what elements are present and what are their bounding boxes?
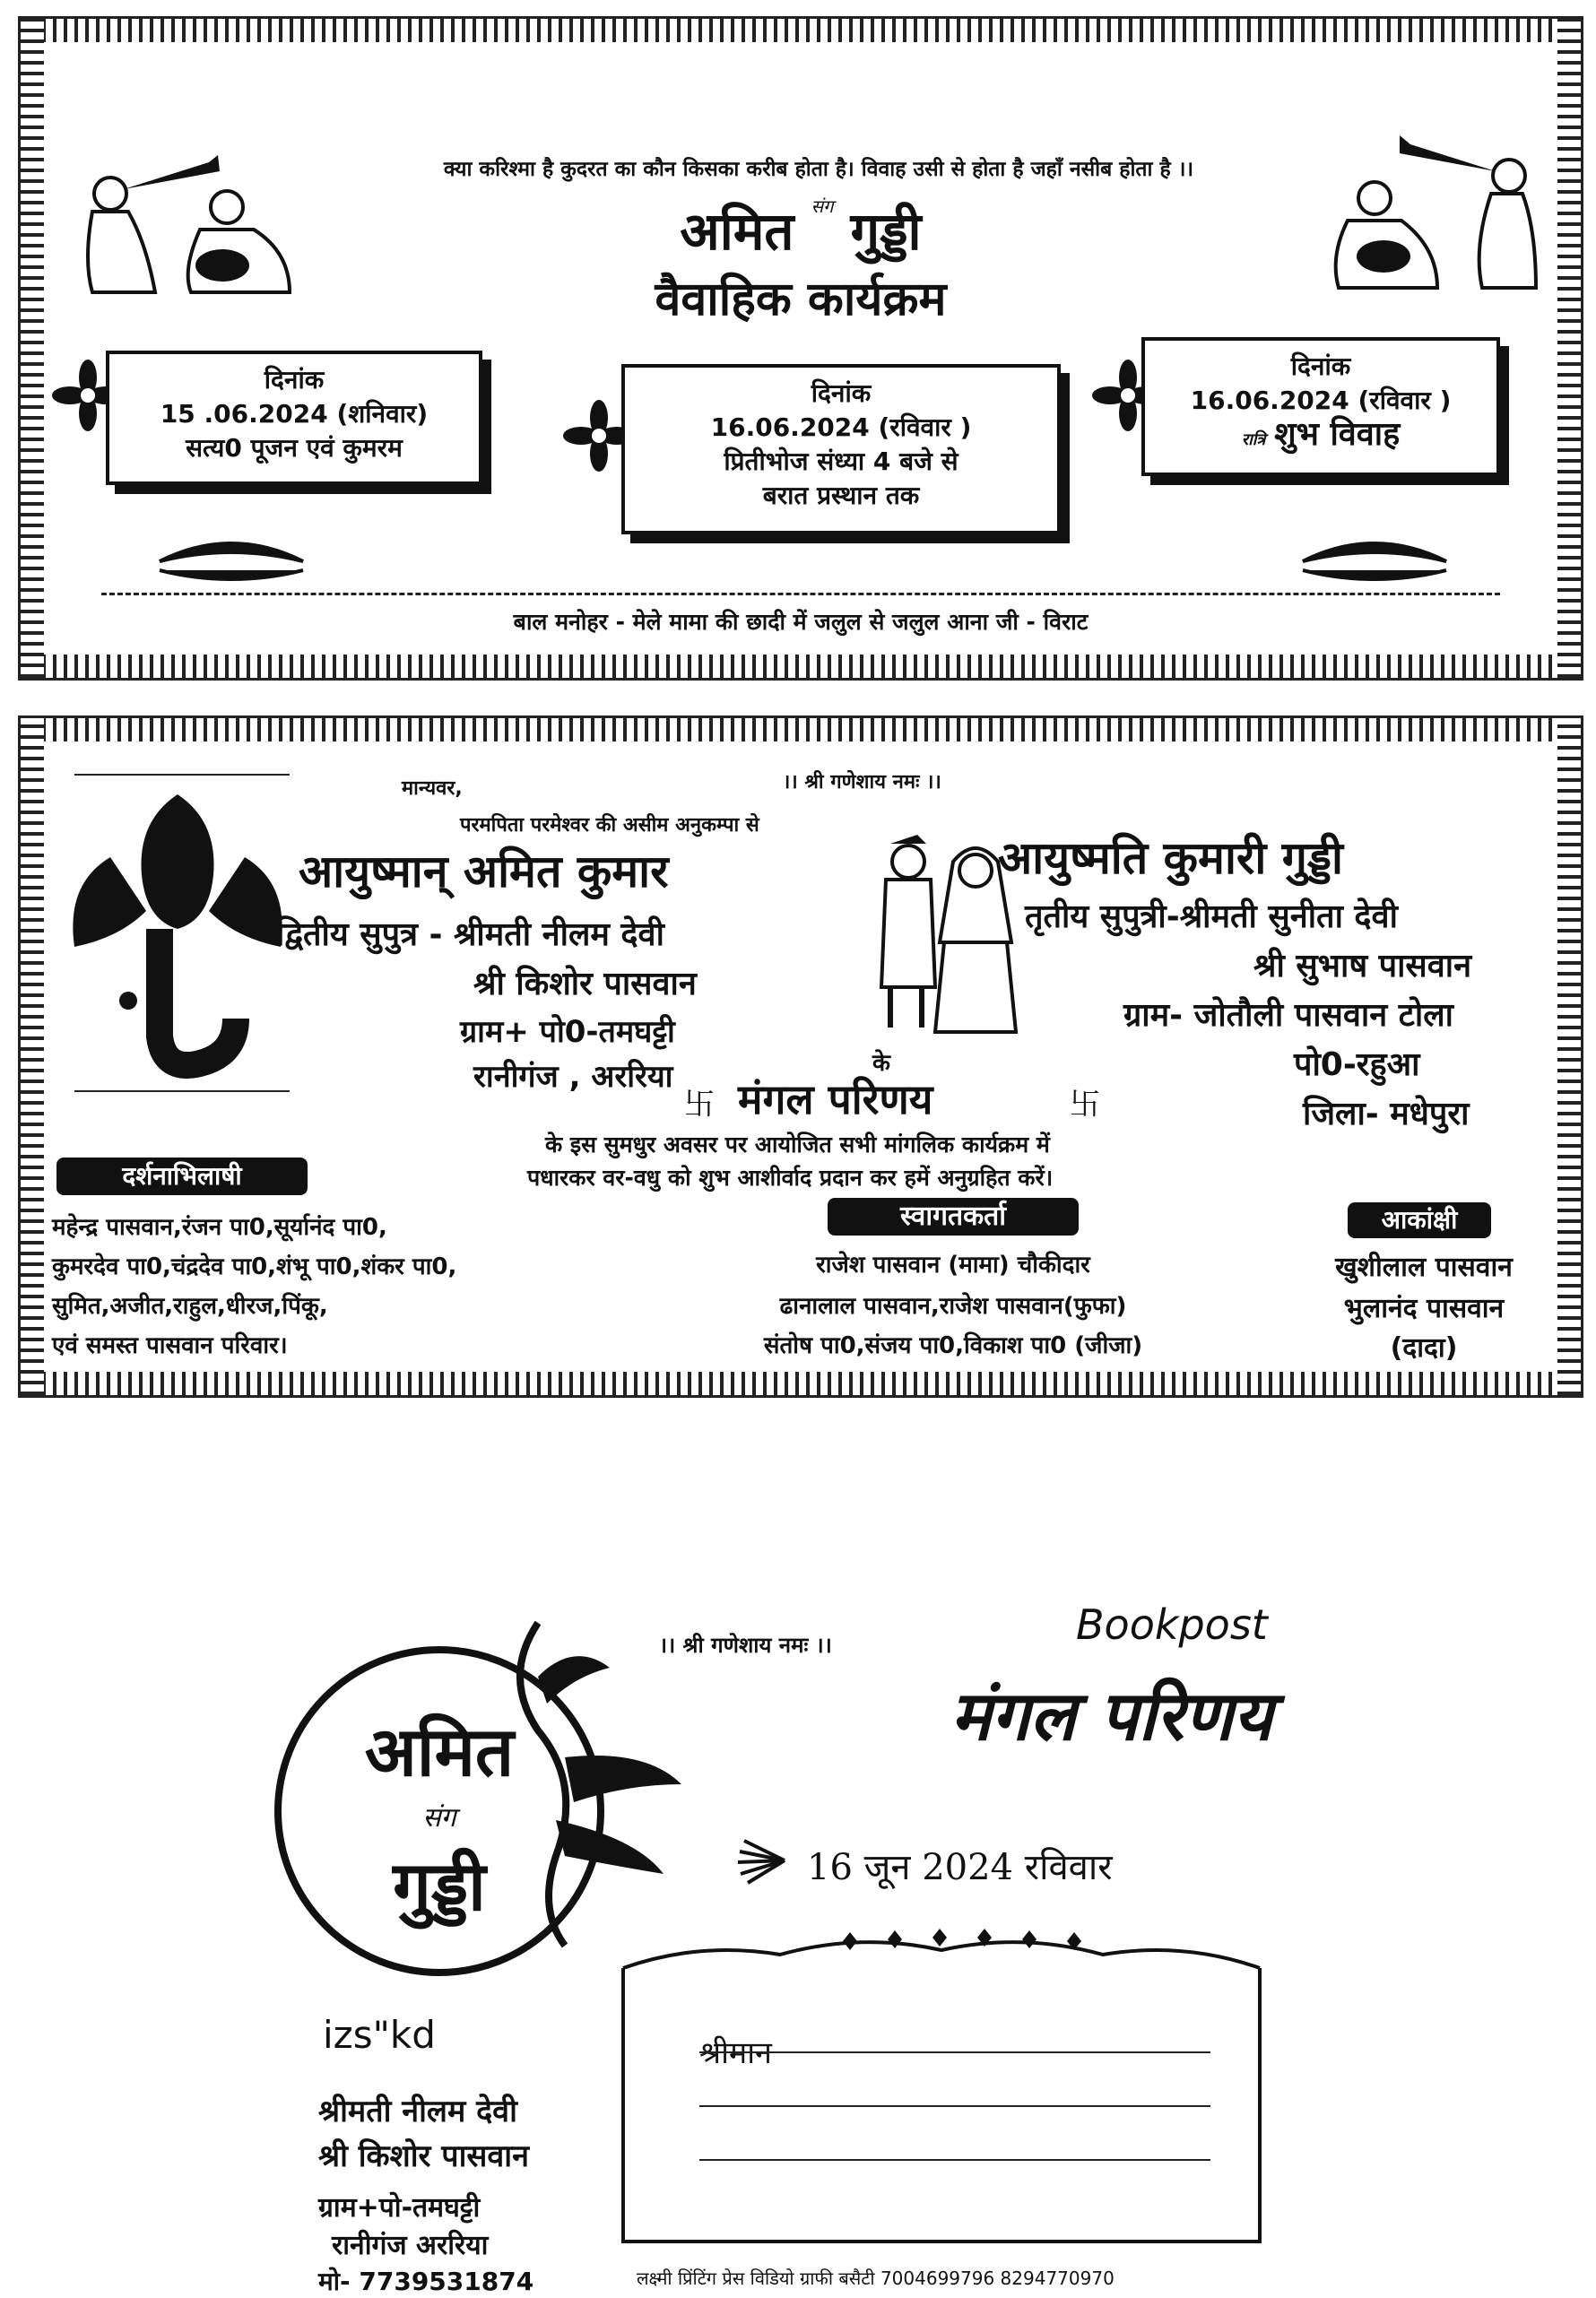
groom-name: अमित	[680, 201, 794, 262]
address-line-input-2[interactable]	[699, 2105, 1210, 2107]
event-3-label: दिनांक	[1290, 351, 1351, 381]
bride-line-5: जिला- मधेपुरा	[1303, 1096, 1470, 1132]
printer-credit: लक्ष्मी प्रिंटिंग प्रेस विडियो ग्राफी बसैटी 7004699796 8294770970	[637, 2268, 1115, 2289]
groom-line-4: रानीगंज , अररिया	[473, 1059, 673, 1095]
bottom-border	[21, 655, 1581, 678]
invite-line-1: के इस सुमधुर अवसर पर आयोजित सभी मांगलिक कार्यक्रम में	[545, 1132, 1050, 1158]
right-border	[1557, 718, 1581, 1395]
swagat-line-1: राजेश पासवान (मामा) चौकीदार	[816, 1252, 1090, 1279]
to-label: श्रीमान	[699, 2035, 772, 2071]
swastik-icon-left: 卐	[684, 1087, 715, 1123]
swastik-icon-right: 卐	[1070, 1087, 1100, 1123]
bride-line-3: ग्राम- जोतौली पासवान टोला	[1123, 997, 1453, 1034]
address-box-frame	[619, 1914, 1264, 2246]
groom-title: आयुष्मान् अमित कुमार	[299, 845, 669, 898]
bride-line-1: तृतीय सुपुत्री-श्रीमती सुनीता देवी	[1025, 898, 1398, 935]
swagat-line-2: ढानालाल पासवान,राजेश पासवान(फुफा)	[779, 1293, 1127, 1320]
address-line-input-1[interactable]	[699, 2051, 1210, 2053]
ganesh-divider-top	[74, 774, 290, 776]
sender-line-1: श्रीमती नीलम देवी	[318, 2094, 517, 2129]
address-line-2: रानीगंज अररिया	[332, 2230, 489, 2261]
groom-line-1: द्वितीय सुपुत्र - श्रीमती नीलम देवी	[276, 916, 664, 953]
sang-label: संग	[811, 195, 834, 217]
ganesh-mantra: ।। श्री गणेशाय नमः ।।	[783, 771, 941, 793]
salutation: मान्यवर,	[402, 777, 463, 800]
swoosh-ornament-right	[1294, 534, 1455, 588]
left-border	[21, 19, 44, 678]
top-border	[21, 718, 1581, 741]
ganesh-icon	[56, 785, 299, 1081]
musicians-illustration-right	[1294, 122, 1545, 292]
bride-line-2: श्री सुभाष पासवान	[1253, 948, 1472, 984]
swoosh-ornament-left	[151, 534, 312, 588]
footer-line: बाल मनोहर - मेले मामा की छादी में जलुल से जलुल आना जी - विराट	[513, 609, 1089, 635]
invitation-card	[18, 715, 1583, 1398]
event-2-label: दिनांक	[811, 378, 872, 408]
event-box-3	[1141, 337, 1500, 476]
event-2-desc1: प्रितीभोज संध्या 4 बजे से	[724, 447, 958, 476]
monogram-groom: अमित	[364, 1712, 515, 1791]
invite-line-2: पधारकर वर-वधु को शुभ आशीर्वाद प्रदान कर हमें अनुग्रहित करें।	[527, 1165, 1054, 1191]
darshan-badge: दर्शनाभिलाषी	[56, 1158, 308, 1195]
bookpost-label: Bookpost	[1076, 1600, 1268, 1649]
aakanshi-line-1: खुशीलाल पासवान	[1335, 1252, 1513, 1283]
swagat-badge: स्वागतकर्ता	[828, 1198, 1079, 1236]
darshan-line-3: सुमित,अजीत,राहुल,धीरज,पिंकू,	[52, 1293, 328, 1320]
address-line-input-3[interactable]	[699, 2159, 1210, 2161]
left-border	[21, 718, 44, 1395]
darshan-line-4: एवं समस्त पासवान परिवार।	[52, 1332, 288, 1359]
bride-title: आयुष्मति कुमारी गुड्डी	[998, 832, 1343, 884]
monogram-bride: गुड्डी	[393, 1846, 486, 1926]
top-card	[18, 16, 1583, 681]
aakanshi-line-3: (दादा)	[1390, 1332, 1458, 1364]
darshan-line-2: कुमरदेव पा0,चंद्रदेव पा0,शंभू पा0,शंकर पा0,	[52, 1253, 457, 1280]
mobile-number: मो- 7739531874	[318, 2267, 534, 2296]
event-date: 16 जून 2024 रविवार	[807, 1847, 1113, 1888]
event-box-1	[106, 351, 482, 485]
shayari-text: क्या करिश्मा है कुदरत का कौन किसका करीब होता है। विवाह उसी से होता है जहाँ नसीब होता है ।।	[443, 158, 1194, 181]
event-box-2	[621, 364, 1061, 534]
top-border	[21, 19, 1581, 42]
event-3-prefix: रात्रि	[1241, 430, 1266, 449]
fan-icon	[735, 1834, 789, 1887]
ganesh-divider-bottom	[74, 1090, 290, 1092]
event-2-date: 16.06.2024 (रविवार )	[710, 412, 972, 442]
envelope-section	[0, 1578, 1596, 2295]
sender-line-2: श्री किशोर पासवान	[318, 2138, 529, 2174]
bottom-border	[21, 1372, 1581, 1395]
couple-names	[487, 194, 1115, 264]
dashed-divider	[101, 593, 1500, 595]
aakanshi-line-2: भुलानंद पासवान	[1343, 1293, 1505, 1324]
event-3-main: शुभ विवाह	[1274, 416, 1401, 453]
program-title: वैवाहिक कार्यक्रम	[655, 273, 947, 326]
bottom-ganesh-mantra: ।। श्री गणेशाय नमः ।।	[659, 1633, 832, 1658]
intro-text: परमपिता परमेश्वर की असीम अनुकम्पा से	[460, 814, 759, 837]
event-3-desc	[1152, 418, 1489, 457]
event-1-desc: सत्य0 पूजन एवं कुमरम	[186, 433, 403, 463]
musicians-illustration-left	[74, 144, 308, 297]
swagat-line-3: संतोष पा0,संजय पा0,विकाश पा0 (जीजा)	[763, 1332, 1143, 1359]
right-border	[1557, 19, 1581, 678]
event-2-desc2: बरात प्रस्थान तक	[762, 481, 920, 510]
monogram-sang: संग	[422, 1802, 456, 1834]
groom-line-2: श्री किशोर पासवान	[473, 966, 697, 1002]
bride-name: गुड्डी	[850, 201, 922, 262]
ke-label: के	[872, 1050, 890, 1077]
event-3-date: 16.06.2024 (रविवार )	[1190, 386, 1452, 415]
event-1-label: दिनांक	[264, 365, 325, 395]
mangal-parinay-title: मंगल परिणय	[738, 1075, 933, 1123]
address-line-1: ग्राम+पो-तमघट्टी	[318, 2192, 481, 2224]
event-1-date: 15 .06.2024 (शनिवार)	[160, 399, 429, 429]
mangal-calligraphy: मंगल परिणय	[950, 1676, 1273, 1756]
darshan-line-1: महेन्द्र पासवान,रंजन पा0,सूर्यानंद पा0,	[52, 1214, 387, 1241]
aakanshi-badge: आकांक्षी	[1348, 1202, 1491, 1238]
sender-label: izs"kd	[323, 2013, 436, 2057]
groom-line-3: ग्राम+ पो0-तमघट्टी	[460, 1014, 675, 1050]
bride-line-4: पो0-रहुआ	[1294, 1046, 1420, 1083]
